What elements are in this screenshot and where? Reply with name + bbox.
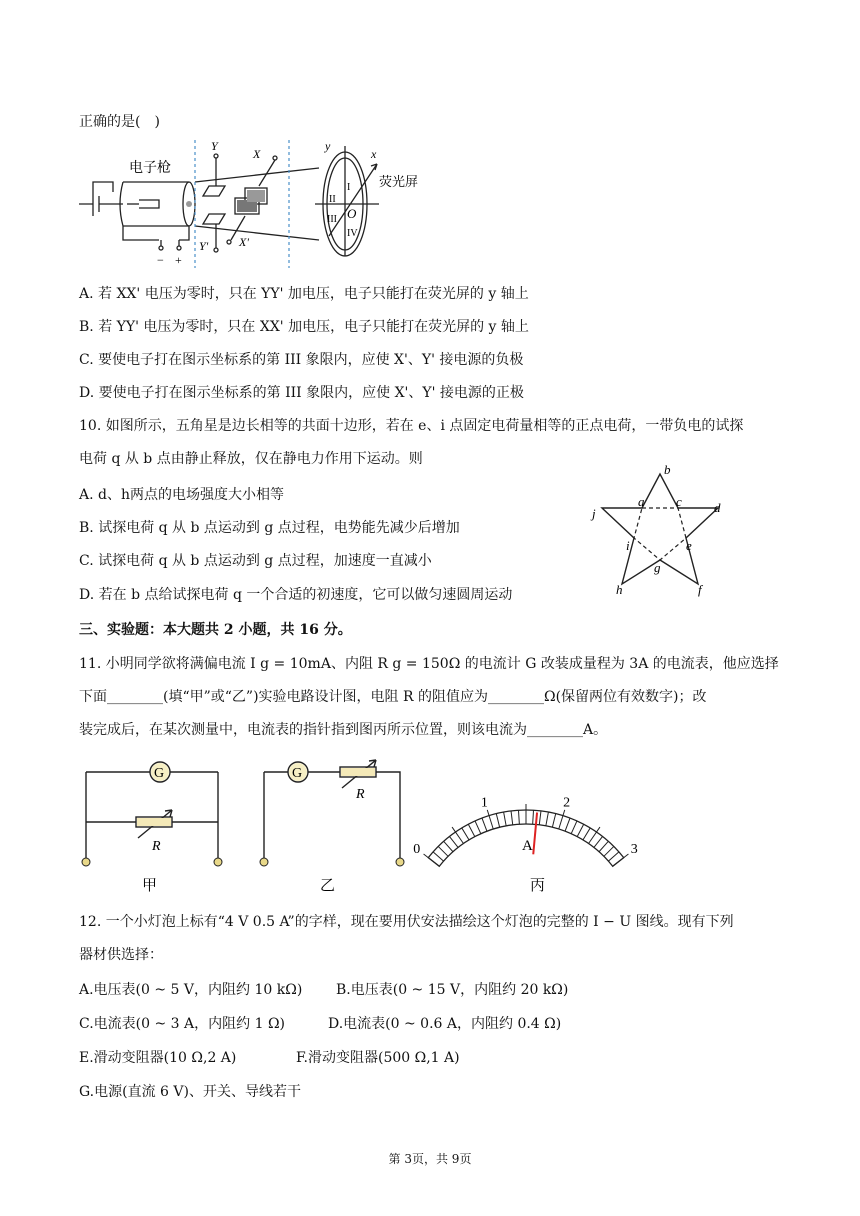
meter-tick	[468, 824, 475, 836]
meter-tick	[608, 852, 618, 861]
label-y-axis: y	[325, 139, 331, 153]
star-label-c: c	[676, 494, 682, 509]
star-label-a: a	[638, 494, 645, 509]
star-label-g: g	[654, 560, 661, 575]
q9-option-b: B. 若 YY' 电压为零时，只在 XX' 加电压，电子只能打在荧光屏的 y 轴上	[79, 319, 529, 335]
meter-tick	[487, 810, 493, 829]
meter-tick	[565, 818, 570, 831]
meter-tick	[546, 812, 549, 826]
meter-tick	[539, 811, 541, 825]
q11-line3: 装完成后，在某次测量中，电流表的指针指到图丙所示位置，则该电流为________A。	[79, 722, 608, 738]
q10-stem-line1: 10. 如图所示，五角星是边长相等的共面十边形，若在 e、i 点固定电荷量相等的正点电荷，一带负电的试探	[79, 418, 744, 434]
q12-option-c: C.电流表(0 ~ 3 A，内阻约 1 Ω)	[79, 1016, 286, 1032]
label-plus: +	[175, 253, 182, 267]
q12-option-g: G.电源(直流 6 V)、开关、导线若干	[79, 1084, 301, 1100]
label-origin: O	[347, 206, 357, 221]
label-electron-gun: 电子枪	[129, 161, 171, 176]
meter-tick	[552, 814, 555, 828]
meter-tick-label: 3	[630, 842, 638, 858]
star-label-f: f	[698, 582, 702, 597]
caption-bing: 丙	[530, 878, 546, 894]
q10-option-b: B. 试探电荷 q 从 b 点运动到 g 点过程，电势能先减少后增加	[79, 520, 460, 536]
circuit-yi	[256, 756, 408, 896]
star-label-d: d	[714, 500, 721, 515]
meter-tick	[452, 827, 463, 843]
q10-option-a: A. d、h两点的电场强度大小相等	[79, 487, 284, 503]
meter-tick-label: 0	[413, 842, 421, 858]
meter-tick	[449, 836, 458, 847]
q9-option-a: A. 若 XX' 电压为零时，只在 YY' 加电压，电子只能打在荧光屏的 y 轴上	[79, 286, 529, 302]
label-Y: Y	[211, 139, 218, 153]
meter-tick	[462, 828, 469, 840]
label-quadrant-3: III	[327, 214, 337, 225]
meter-tick	[438, 846, 448, 856]
q9-option-c: C. 要使电子打在图示坐标系的第 III 象限内，应使 X'、Y' 接电源的负极	[79, 352, 524, 368]
label-quadrant-1: I	[347, 182, 351, 193]
meter-tick-label: 2	[563, 795, 571, 811]
label-screen: 荧光屏	[379, 174, 419, 189]
star-label-h: h	[616, 582, 623, 597]
section-3-heading: 三、实验题：本大题共 2 小题，共 16 分。	[79, 622, 352, 638]
meter-tick	[599, 841, 608, 851]
meter-tick	[482, 818, 487, 831]
label-minus: −	[157, 253, 164, 267]
q12-option-b: B.电压表(0 ~ 15 V，内阻约 20 kΩ)	[336, 982, 569, 998]
caption-jia: 甲	[142, 878, 158, 894]
q11-line2: 下面________(填“甲”或“乙”)实验电路设计图，电阻 R 的阻值应为________Ω(保留两位有效数字)；改	[79, 689, 707, 705]
meter-tick	[583, 828, 590, 840]
meter-tick	[577, 824, 584, 836]
label-X: X	[253, 147, 261, 161]
meter-tick	[533, 810, 534, 824]
meter-tick-label: 1	[480, 795, 488, 811]
meter-pointer	[533, 813, 537, 855]
resistor-label-yi: R	[356, 787, 365, 802]
star-label-b: b	[664, 462, 671, 477]
ammeter-dial	[413, 764, 638, 896]
resistor-label-jia: R	[152, 839, 161, 854]
meter-tick	[559, 810, 565, 829]
meter-tick	[604, 846, 614, 856]
q9-option-d: D. 要使电子打在图示坐标系的第 III 象限内，应使 X'、Y' 接电源的正极	[79, 385, 524, 401]
q9-stem-tail: 正确的是( )	[79, 114, 160, 130]
meter-tick	[571, 821, 577, 834]
meter-tick	[504, 812, 507, 826]
q12-line2: 器材供选择：	[79, 947, 163, 963]
q11-line1: 11. 小明同学欲将满偏电流 I g = 10mA、内阻 R g = 150Ω 的电流计 G 改装成量程为 3A 的电流表，他应选择	[79, 656, 779, 672]
galvanometer-label-yi: G	[292, 766, 303, 781]
galvanometer-label-jia: G	[154, 766, 165, 781]
label-quadrant-2: II	[329, 194, 336, 205]
meter-tick	[496, 814, 499, 828]
q10-stem-line2: 电荷 q 从 b 点由静止释放，仅在静电力作用下运动。则	[79, 451, 423, 467]
meter-tick	[511, 811, 513, 825]
q12-option-e: E.滑动变阻器(10 Ω,2 A)	[79, 1050, 237, 1066]
circuit-jia	[78, 756, 230, 896]
label-x-axis: x	[371, 147, 377, 161]
meter-unit-label: A	[522, 838, 533, 854]
star-label-e: e	[686, 538, 692, 553]
meter-tick	[433, 852, 443, 861]
q10-option-d: D. 若在 b 点给试探电荷 q 一个合适的初速度，它可以做匀速圆周运动	[79, 587, 513, 603]
label-Yprime: Y'	[199, 239, 209, 253]
label-Xprime: X'	[239, 235, 249, 249]
meter-tick	[594, 836, 603, 847]
meter-tick	[444, 841, 453, 851]
caption-yi: 乙	[320, 878, 336, 894]
meter-tick	[589, 827, 600, 843]
meter-tick	[475, 821, 481, 834]
star-figure	[590, 460, 740, 598]
q12-option-f: F.滑动变阻器(500 Ω,1 A)	[296, 1050, 460, 1066]
star-label-j: j	[592, 506, 596, 521]
meter-tick	[519, 810, 520, 824]
q12-line1: 12. 一个小灯泡上标有“4 V 0.5 A”的字样，现在要用伏安法描绘这个灯泡的完整的 I − U 图线。现有下列	[79, 914, 734, 930]
star-label-i: i	[626, 538, 630, 553]
q12-option-a: A.电压表(0 ~ 5 V，内阻约 10 kΩ)	[79, 982, 303, 998]
q12-option-d: D.电流表(0 ~ 0.6 A，内阻约 0.4 Ω)	[328, 1016, 562, 1032]
q10-option-c: C. 试探电荷 q 从 b 点运动到 g 点过程，加速度一直减小	[79, 553, 432, 569]
oscilloscope-figure	[79, 138, 419, 270]
page-footer: 第 3页，共 9页	[388, 1152, 472, 1166]
label-quadrant-4: IV	[347, 228, 358, 239]
